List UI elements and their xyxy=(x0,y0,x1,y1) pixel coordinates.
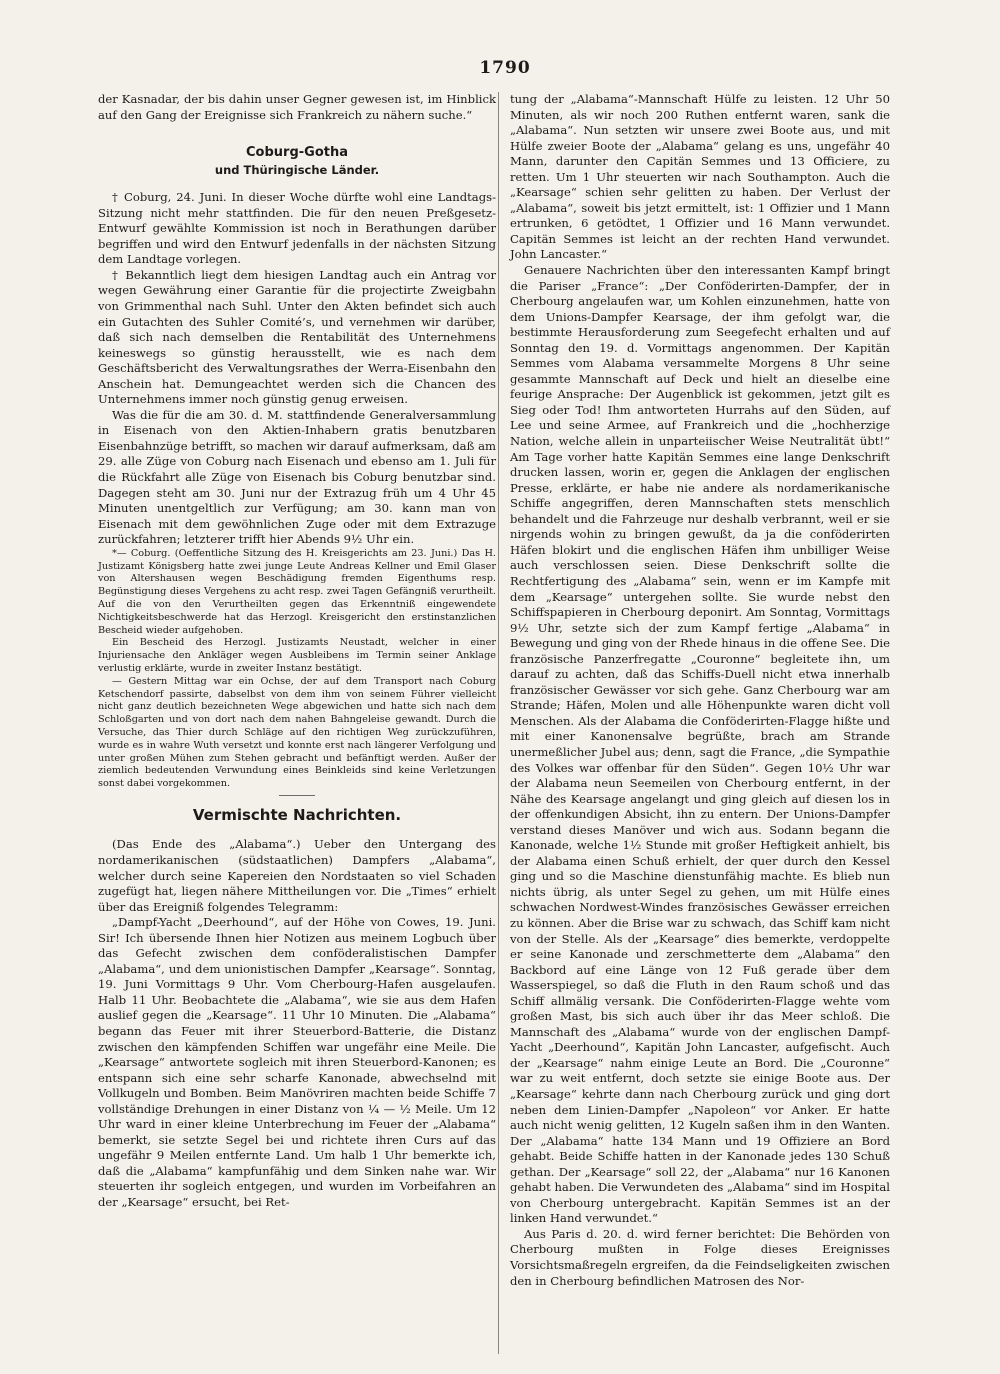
article-alabama-paris: Aus Paris d. 20. d. wird ferner berichtet: Die Behörden von Cherbourg mußten in Folge dieses Ereignisses Vorsichtsmaßregeln ergreifen, da die Feindseligkeiten zwischen den in Cherbourg befindlichen Matrosen des Nor- xyxy=(510,1226,890,1288)
article-ochse: — Gestern Mittag war ein Ochse, der auf dem Transport nach Coburg Ketschendorf passirte, dabselbst von dem ihm von seinem Führer vielleicht nicht ganz deutlich bezeichneten Wege abgewichen und hatte sich nach dem Schloßgarten und von dort nach dem nahen Bahngeleise gewandt. Durch die Versuche, das Thier durch Schläge auf den richtigen Weg zurückzuführen, wurde es in wahre Wuth versetzt und konnte erst nach längerer Verfolgung und unter großen Mühen zum Stehen gebracht und befänftigt werden. Außer der ziemlich bedeutenden Verwundung eines Beinkleids sind keine Verletzungen sonst dabei vorgekommen. xyxy=(98,675,496,790)
article-kreisgericht: *— Coburg. (Oeffentliche Sitzung des H. Kreisgerichts am 23. Juni.) Das H. Justizamt Königsberg hatte zwei junge Leute Andreas Kellner und Emil Glaser von Altershausen wegen Beschädigung fremden Eigenthums resp. Begünstigung dieses Vergehens zu acht resp. zwei Tagen Gefängniß verurtheilt. Auf die von den Verurtheilten gegen das Erkenntniß eingewendete Nichtigkeitsbeschwerde hat das Herzogl. Kreisgericht den erstinstanzlichen Bescheid wieder aufgehoben. xyxy=(98,547,496,636)
page-number: 1790 xyxy=(479,58,531,78)
article-alabama-intro: (Das Ende des „Alabama“.) Ueber den Untergang des nordamerikanischen (südstaatlichen) Dampfers „Alabama“, welcher durch seine Kapereien den Nordstaaten so viel Schaden zugefügt hat, liegen nähere Mittheilungen vor. Die „Times“ erhielt über das Ereigniß folgendes Telegramm: xyxy=(98,837,496,914)
article-justizamt: Ein Bescheid des Herzogl. Justizamts Neustadt, welcher in einer Injuriensache den Ankläger wegen Ausbleibens im Termin seiner Anklage verlustig erklärte, wurde in zweiter Instanz bestätigt. xyxy=(98,637,496,674)
right-column xyxy=(510,92,890,1289)
article-coburg-landtag: † Coburg, 24. Juni. In dieser Woche dürfte wohl eine Landtags-Sitzung nicht mehr stattfinden. Die für den neuen Preßgesetz-Entwurf gewählte Kommission ist noch in Berathungen darüber begriffen und wird den Entwurf jedenfalls in der nächsten Sitzung dem Landtage vorlegen. xyxy=(98,190,496,267)
section-divider xyxy=(279,795,315,796)
article-generalversammlung: Was die für die am 30. d. M. stattfindende Generalversammlung in Eisenach von den Aktien-Inhabern gratis benutzbaren Eisenbahnzüge betrifft, so machen wir darauf aufmerksam, daß am 29. alle Züge von Coburg nach Eisenach und ebenso am 1. Juli für die Rückfahrt alle Züge von Eisenach bis Coburg benutzbar sind. Dagegen steht am 30. Juni nur der Extrazug früh um 4 Uhr 45 Minuten unentgeltlich zur Verfügung; am 30. kann man von Eisenach mit dem gewöhnlichen Zuge oder mit dem Extrazuge zurückfahren; letzterer trifft hier Abends 9½ Uhr ein. xyxy=(98,407,496,547)
article-alabama-telegram: „Dampf-Yacht „Deerhound“, auf der Höhe von Cowes, 19. Juni. Sir! Ich übersende Ihnen hier Notizen aus meinem Logbuch über das Gefecht zwischen dem conföderalistischen Dampfer „Alabama“, und dem unionistischen Dampfer „Kearsage“. Sonntag, 19. Juni Vormittags 9 Uhr. Vom Cherbourg-Hafen ausgelaufen. Halb 11 Uhr. Beobachtete die „Alabama“, wie sie aus dem Hafen auslief gegen die „Kearsage“. 11 Uhr 10 Minuten. Die „Alabama“ begann das Feuer mit ihrer Steuerbord-Batterie, die Distanz zwischen den kämpfenden Schiffen war ungefähr eine Meile. Die „Kearsage“ antwortete sogleich mit ihren Steuerbord-Kanonen; es entspann sich eine sehr scharfe Kanonade, abwechselnd mit Vollkugeln und Bomben. Beim Manövriren machten beide Schiffe 7 vollständige Drehungen in einer Distanz von ¼ — ½ Meile. Um 12 Uhr ward in einer kleine Unterbrechung im Feuer der „Alabama“ bemerkt, sie setzte Segel bei und richtete ihren Curs auf das ungefähr 9 Meilen entfernte Land. Um halb 1 Uhr bemerkte ich, daß die „Alabama“ kampfunfähig und dem Sinken nahe war. Wir steuerten ihr sogleich entgegen, und wurden im Vorbeifahren an der „Kearsage“ ersucht, bei Ret- xyxy=(98,915,496,1210)
left-column xyxy=(98,92,496,1211)
article-alabama-france: Genauere Nachrichten über den interessanten Kampf bringt die Pariser „France“: „Der Conföderirten-Dampfer, der in Cherbourg angelaufen war, um Kohlen einzunehmen, hatte von dem Unions-Dampfer Kearsage, der ihm gefolgt war, die bestimmte Herausforderung zum Seegefecht erhalten und auf Sonntag den 19. d. Vormittags angenommen. Der Kapitän Semmes vom Alabama versammelte Morgens 8 Uhr seine gesammte Mannschaft auf Deck und hielt an dieselbe eine feurige Ansprache: Der Augenblick ist gekommen, jetzt gilt es Sieg oder Tod! Ihm antworteten Hurrahs auf den Süden, auf Lee und seine Armee, auf Frankreich und die „hochherzige Nation, welche allein in unparteiischer Weise Neutralität übt!“ Am Tage vorher hatte Kapitän Semmes eine lange Denkschrift drucken lassen, worin er, gegen die Anklagen der englischen Presse, erklärte, er habe nie andere als nordamerikanische Schiffe angegriffen, deren Mannschaften stets menschlich behandelt und die Fahrzeuge nur deshalb verbrannt, weil er sie nirgends wohin zu bringen gewußt, da ja die conföderirten Häfen blokirt und die englischen Häfen ihm unbilliger Weise auch verschlossen seien. Diese Denkschrift sollte die Rechtfertigung des „Alabama“ sein, wenn er im Kampfe mit dem „Kearsage“ untergehen sollte. Sie wurde nebst den Schiffspapieren in Cherbourg deponirt. Am Sonntag, Vormittags 9½ Uhr, setzte sich der zum Kampf fertige „Alabama“ in Bewegung und ging von der Rhede hinaus in die offene See. Die französische Panzerfregatte „Couronne“ begleitete ihn, um darauf zu achten, daß das Schiffs-Duell nicht etwa innerhalb französischer Gewässer vor sich gehe. Ganz Cherbourg war am Strande; Häfen, Molen und alle Höhenpunkte waren dicht voll Menschen. Als der Alabama die Conföderirten-Flagge hißte und mit einer Kanonensalve begrüßte, brach am Strande unermeßlicher Jubel aus; denn, sagt die France, „die Sympathie des Volkes war offenbar für den Süden“. Gegen 10½ Uhr war der Alabama neun Seemeilen von Cherbourg entfernt, in der Nähe des Kearsage angelangt und ging gleich auf diesen los in der offenkundigen Absicht, ihn zu entern. Der Unions-Dampfer verstand dieses Manöver und wich aus. Sodann begann die Kanonade, welche 1½ Stunde mit großer Heftigkeit anhielt, bis der Alabama einen Schuß erhielt, der quer durch den Kessel ging und so die Maschine dienstunfähig machte. Es blieb nun nichts übrig, als unter Segel zu gehen, um mit Hülfe eines schwachen Nordwest-Windes französisches Gewässer erreichen zu können. Aber die Brise war zu schwach, das Schiff kam nicht von der Stelle. Als der „Kearsage“ dies bemerkte, verdoppelte er seine Kanonade und zerschmetterte dem „Alabama“ den Backbord auf eine Länge von 12 Fuß gerade über dem Wasserspiegel, so daß die Fluth in den Raum schoß und das Schiff allmälig versank. Die Conföderirten-Flagge wehte vom großen Mast, bis sich auch über ihr das Meer schloß. Die Mannschaft des „Alabama“ wurde von der englischen Dampf-Yacht „Deerhound“, Kapitän John Lancaster, aufgefischt. Auch der „Kearsage“ nahm einige Leute an Bord. Die „Couronne“ war zu weit entfernt, doch setzte sie einige Boote aus. Der „Kearsage“ kehrte dann nach Cherbourg zurück und ging dort neben dem Linien-Dampfer „Napoleon“ vor Anker. Er hatte auch nicht wenig gelitten, 12 Kugeln saßen ihm in den Wanten. Der „Alabama“ hatte 134 Mann und 19 Offiziere an Bord gehabt. Beide Schiffe hatten in der Kanonade jedes 130 Schuß gethan. Der „Kearsage“ soll 22, der „Alabama“ nur 16 Kanonen gehabt haben. Die Verwundeten des „Alabama“ sind im Hospital von Cherbourg untergebracht. Kapitän Semmes ist an der linken Hand verwundet.“ xyxy=(510,263,890,1226)
section-subtitle: und Thüringische Länder. xyxy=(214,162,380,177)
article-zweigbahn: † Bekanntlich liegt dem hiesigen Landtag auch ein Antrag vor wegen Gewährung einer Garantie für die projectirte Zweigbahn von Grimmenthal nach Suhl. Unter den Akten befindet sich auch ein Gutachten des Suhler Comité’s, und vernehmen wir darüber, daß sich nach demselben die Rentabilität des Unternehmens keineswegs so günstig herausstellt, wie es nach dem Geschäftsbericht des Verwaltungsrathes der Werra-Eisenbahn den Anschein hat. Demungeachtet werden sich die Chancen des Unternehmens immer noch günstig genug erweisen. xyxy=(98,267,496,407)
misc-news-title: Vermischte Nachrichten. xyxy=(192,805,402,824)
section-title: Coburg-Gotha xyxy=(246,145,348,161)
column-rule xyxy=(498,92,499,1354)
continued-paragraph: der Kasnadar, der bis dahin unser Gegner gewesen ist, im Hinblick auf den Gang der Ereignisse sich Frankreich zu nähern suche.“ xyxy=(98,92,496,122)
article-alabama-telegram-cont: tung der „Alabama“-Mannschaft Hülfe zu leisten. 12 Uhr 50 Minuten, als wir noch 200 Ruthen entfernt waren, sank die „Alabama“. Nun setzten wir unsere zwei Boote aus, und mit Hülfe zweier Boote der „Alabama“ gelang es uns, ungefähr 40 Mann, darunter den Capitän Semmes und 13 Officiere, zu retten. Um 1 Uhr steuerten wir nach Southampton. Auch die „Kearsage“ schien sehr gelitten zu haben. Der Verlust der „Alabama“, soweit bis jetzt ermittelt, ist: 1 Offizier und 1 Mann ertrunken, 6 getödtet, 1 Offizier und 16 Mann verwundet. Capitän Semmes ist leicht an der rechten Hand verwundet. John Lancaster.“ xyxy=(510,92,890,262)
